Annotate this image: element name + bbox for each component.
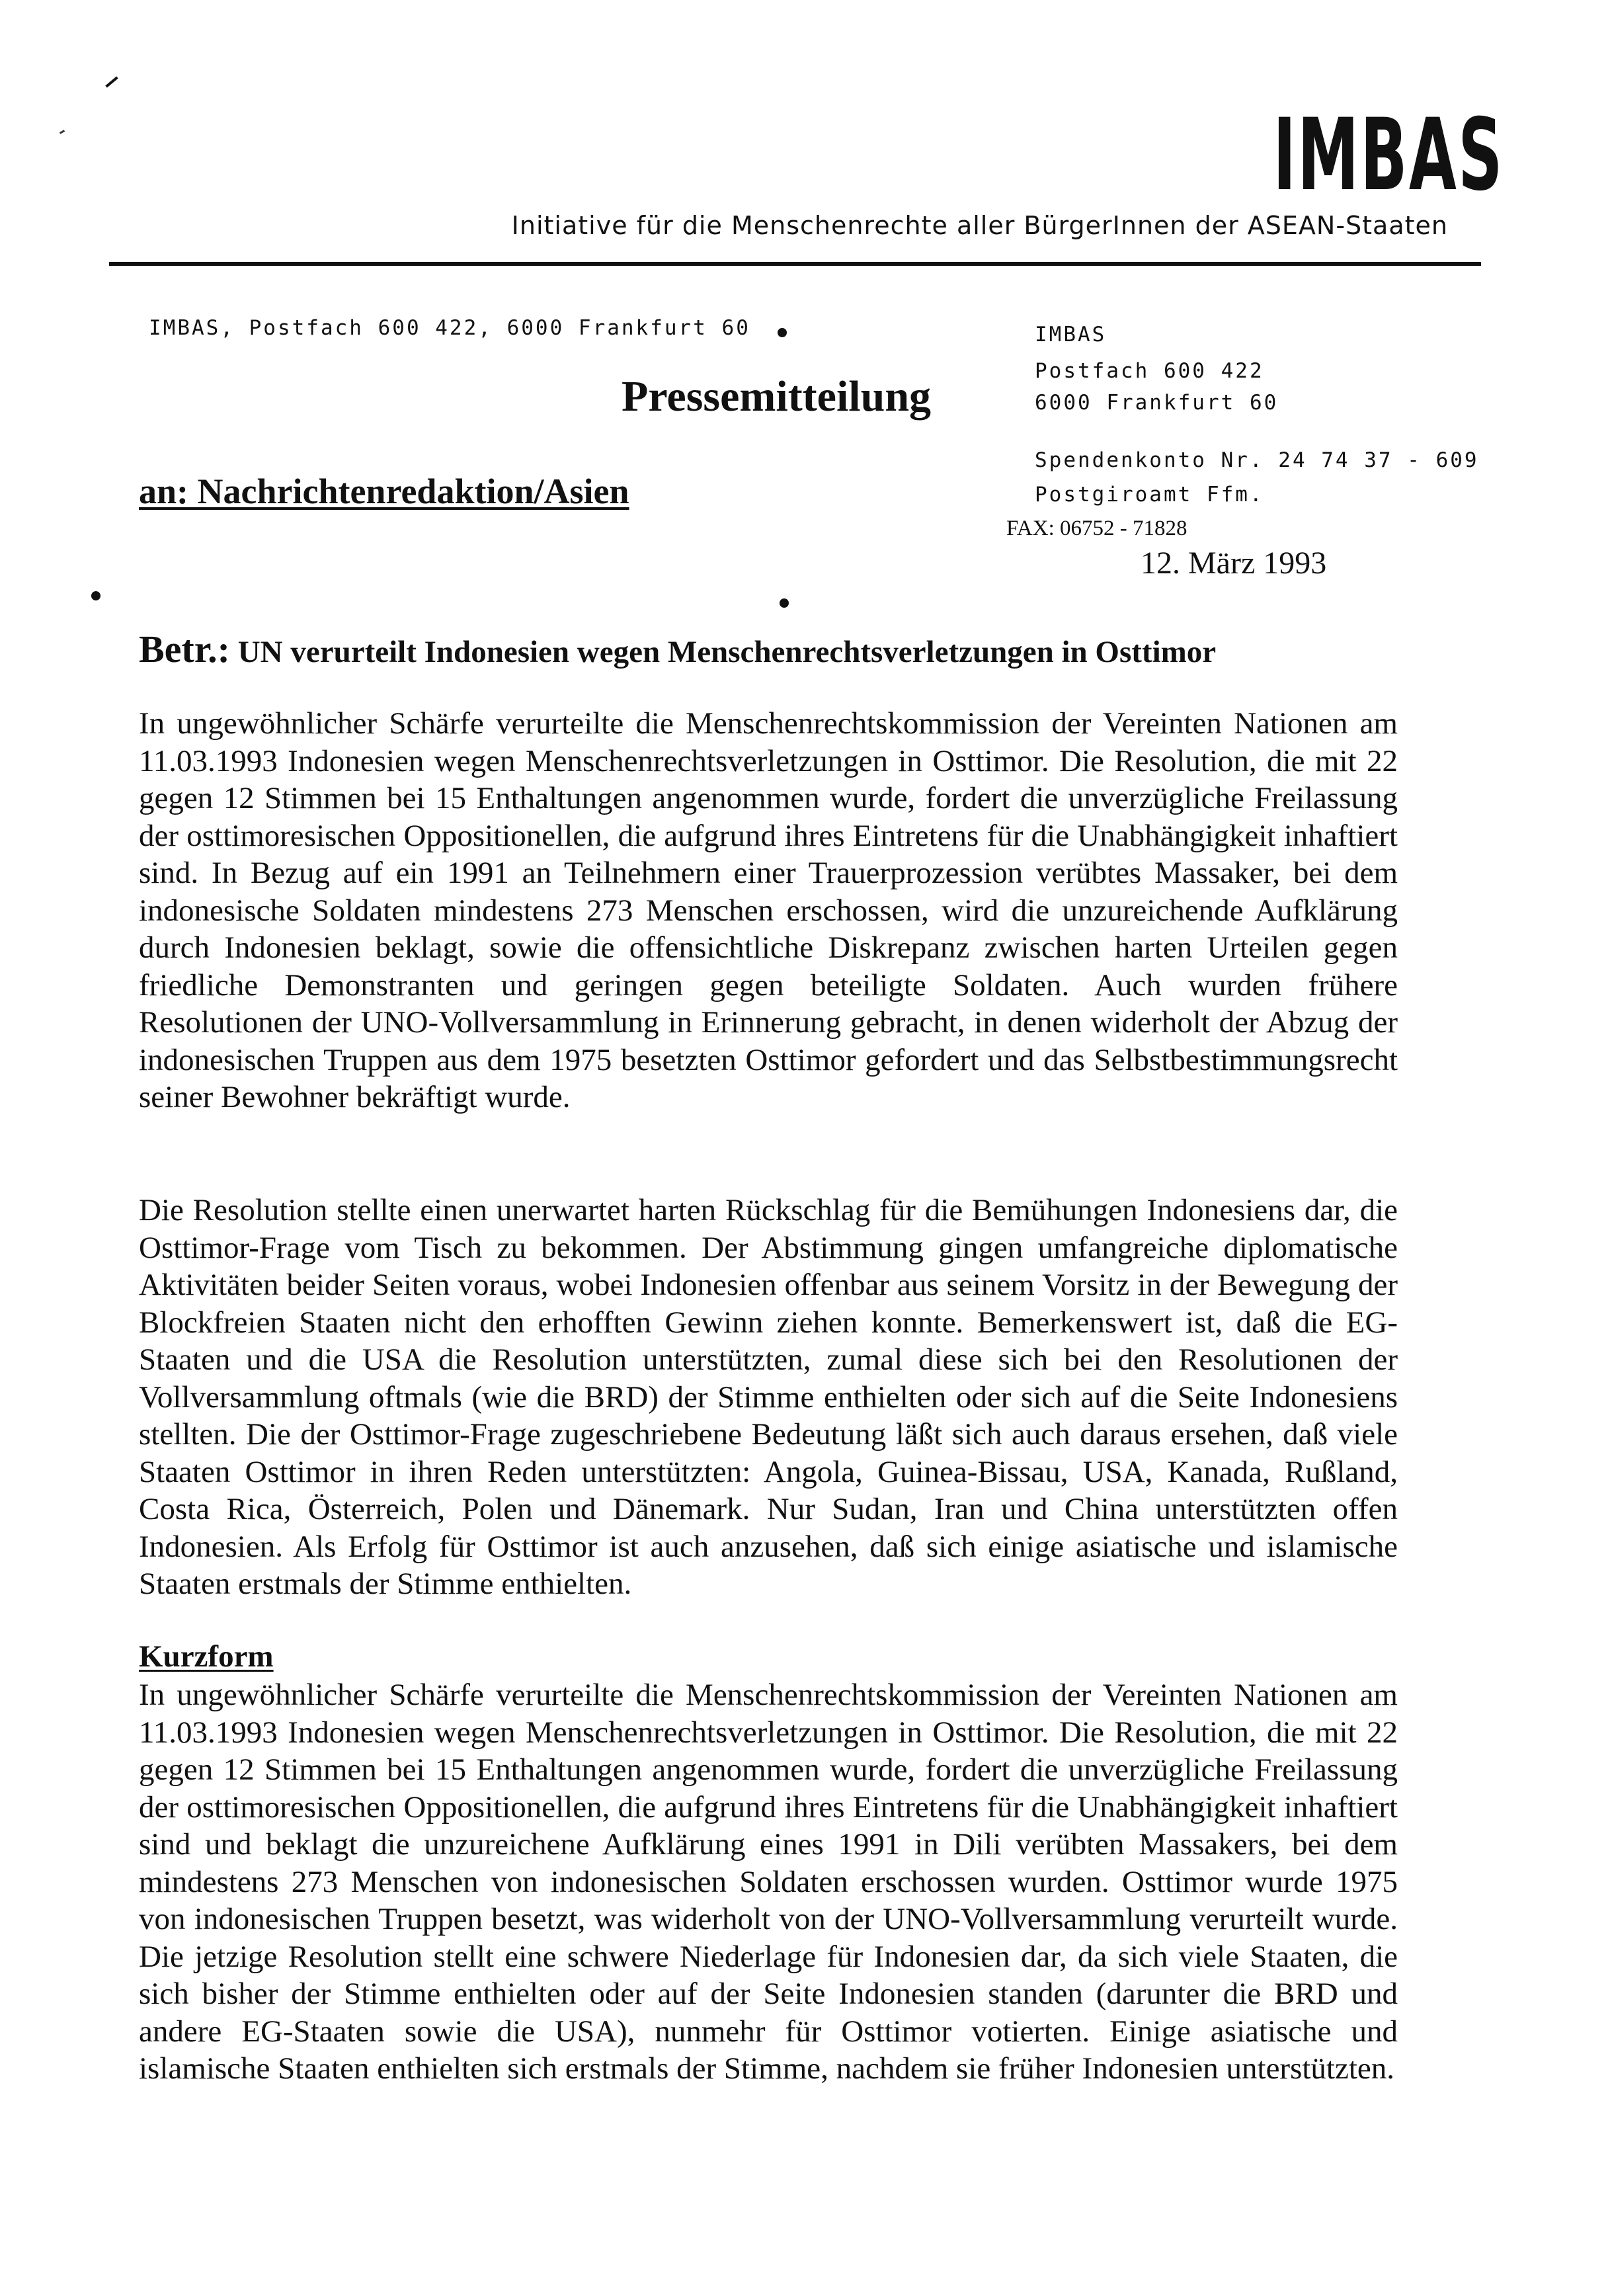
letterhead-rule xyxy=(109,262,1481,266)
punch-dot xyxy=(778,328,787,337)
scan-mark xyxy=(105,76,118,87)
sender-address-line: IMBAS, Postfach 600 422, 6000 Frankfurt 60 xyxy=(149,316,750,340)
subject-text: UN verurteilt Indonesien wegen Menschenrechtsverletzungen in Osttimor xyxy=(237,635,1217,669)
contact-name: IMBAS xyxy=(1035,323,1107,347)
body-paragraph-1: In ungewöhnlicher Schärfe verurteilte die Menschenrechtskommission der Vereinten Nationen am 11.03.1993 Indonesien wegen Menschenrechtsverletzungen in Osttimor. Die Resolution, die mit 22 gegen 12 Stimmen bei 15 Enthaltungen angenommen wurde, fordert die unverzügliche Freilassung der osttimoresischen Oppositionellen, die aufgrund ihres Eintretens für die Unabhängigkeit inhaftiert sind. In Bezug auf ein 1991 an Teilnehmern einer Trauerprozession verübtes Massaker, bei dem indonesische Soldaten mindestens 273 Menschen erschossen, wird die unzureichende Aufklärung durch Indonesien beklagt, sowie die offensichtliche Diskrepanz zwischen harten Urteilen gegen friedliche Demonstranten und geringen gegen beteiligte Soldaten. Auch wurden frühere Resolutionen der UNO-Vollversammlung in Erinnerung gebracht, in denen widerholt der Abzug der indonesischen Truppen aus dem 1975 besetzten Osttimor gefordert und das Selbstbestimmungsrecht seiner Bewohner bekräftigt wurde. xyxy=(139,706,1398,1114)
contact-city: 6000 Frankfurt 60 xyxy=(1035,391,1279,415)
contact-fax: FAX: 06752 - 71828 xyxy=(1006,516,1187,540)
contact-spendenkonto: Spendenkonto Nr. 24 74 37 - 609 xyxy=(1035,448,1479,472)
document-type-heading: Pressemitteilung xyxy=(622,372,932,421)
kurzform-paragraph: In ungewöhnlicher Schärfe verurteilte die Menschenrechtskommission der Vereinten Nationen am 11.03.1993 Indonesien wegen Menschenrechtsverletzungen in Osttimor. Die Resolution, die mit 22 gegen 12 Stimmen bei 15 Enthaltungen angenommen wurde, fordert die unverzügliche Freilassung der osttimoresischen Oppositionellen, die aufgrund ihres Eintretens für die Unabhängigkeit inhaftiert sind und beklagt die unzureichene Aufklärung eines 1991 in Dili verübten Massakers, bei dem mindestens 273 Menschen von indonesischen Soldaten erschossen wurden. Osttimor wurde 1975 von indonesischen Truppen besetzt, was widerholt von der UNO-Vollversammlung verurteilt wurde. Die jetzige Resolution stellt eine schwere Niederlage für Indonesien dar, da sich viele Staaten, die sich bisher der Stimme enthielten oder auf der Seite Indonesien standen (darunter die BRD und andere EG-Staaten sowie die USA), nunmehr für Osttimor votierten. Einige asiatische und islamische Staaten enthielten sich erstmals der Stimme, nachdem sie früher Indonesien unterstützten. xyxy=(139,1678,1398,2086)
letterhead-tagline: Initiative für die Menschenrechte aller BürgerInnen der ASEAN-Staaten xyxy=(511,211,1448,240)
body-paragraph-2: Die Resolution stellte einen unerwartet harten Rückschlag für die Bemühungen Indonesiens dar, die Osttimor-Frage vom Tisch zu bekommen. Der Abstimmung gingen umfangreiche diplomatische Aktivitäten beider Seiten voraus, wobei Indonesien offenbar aus seinem Vorsitz in der Bewegung der Blockfreien Staaten nicht den erhofften Gewinn ziehen konnte. Bemerkenswert ist, daß die EG-Staaten und die USA die Resolution unterstützten, zumal diese sich bei den Resolutionen der Vollversammlung oftmals (wie die BRD) der Stimme enthielten oder sich auf die Seite Indonesiens stellten. Die der Osttimor-Frage zugeschriebene Bedeutung läßt sich auch daraus ersehen, daß viele Staaten Osttimor in ihren Reden unterstützten: Angola, Guinea-Bissau, USA, Kanada, Rußland, Costa Rica, Österreich, Polen und Dänemark. Nur Sudan, Iran und China unterstützten offen Indonesien. Als Erfolg für Osttimor ist auch anzusehen, daß sich einige asiatische und islamische Staaten erstmals der Stimme enthielten. xyxy=(139,1193,1398,1601)
scan-mark xyxy=(60,130,65,134)
contact-postgiroamt: Postgiroamt Ffm. xyxy=(1035,483,1264,507)
punch-dot xyxy=(91,591,100,600)
imbas-logo: IMBAS xyxy=(1273,98,1504,213)
punch-dot xyxy=(780,598,789,608)
subject-prefix: Betr.: xyxy=(139,628,230,671)
contact-postfach: Postfach 600 422 xyxy=(1035,359,1264,383)
subject-line xyxy=(139,627,1494,671)
document-date: 12. März 1993 xyxy=(1141,546,1327,581)
recipient-line: an: Nachrichtenredaktion/Asien xyxy=(139,472,629,511)
kurzform-heading: Kurzform xyxy=(139,1639,274,1674)
